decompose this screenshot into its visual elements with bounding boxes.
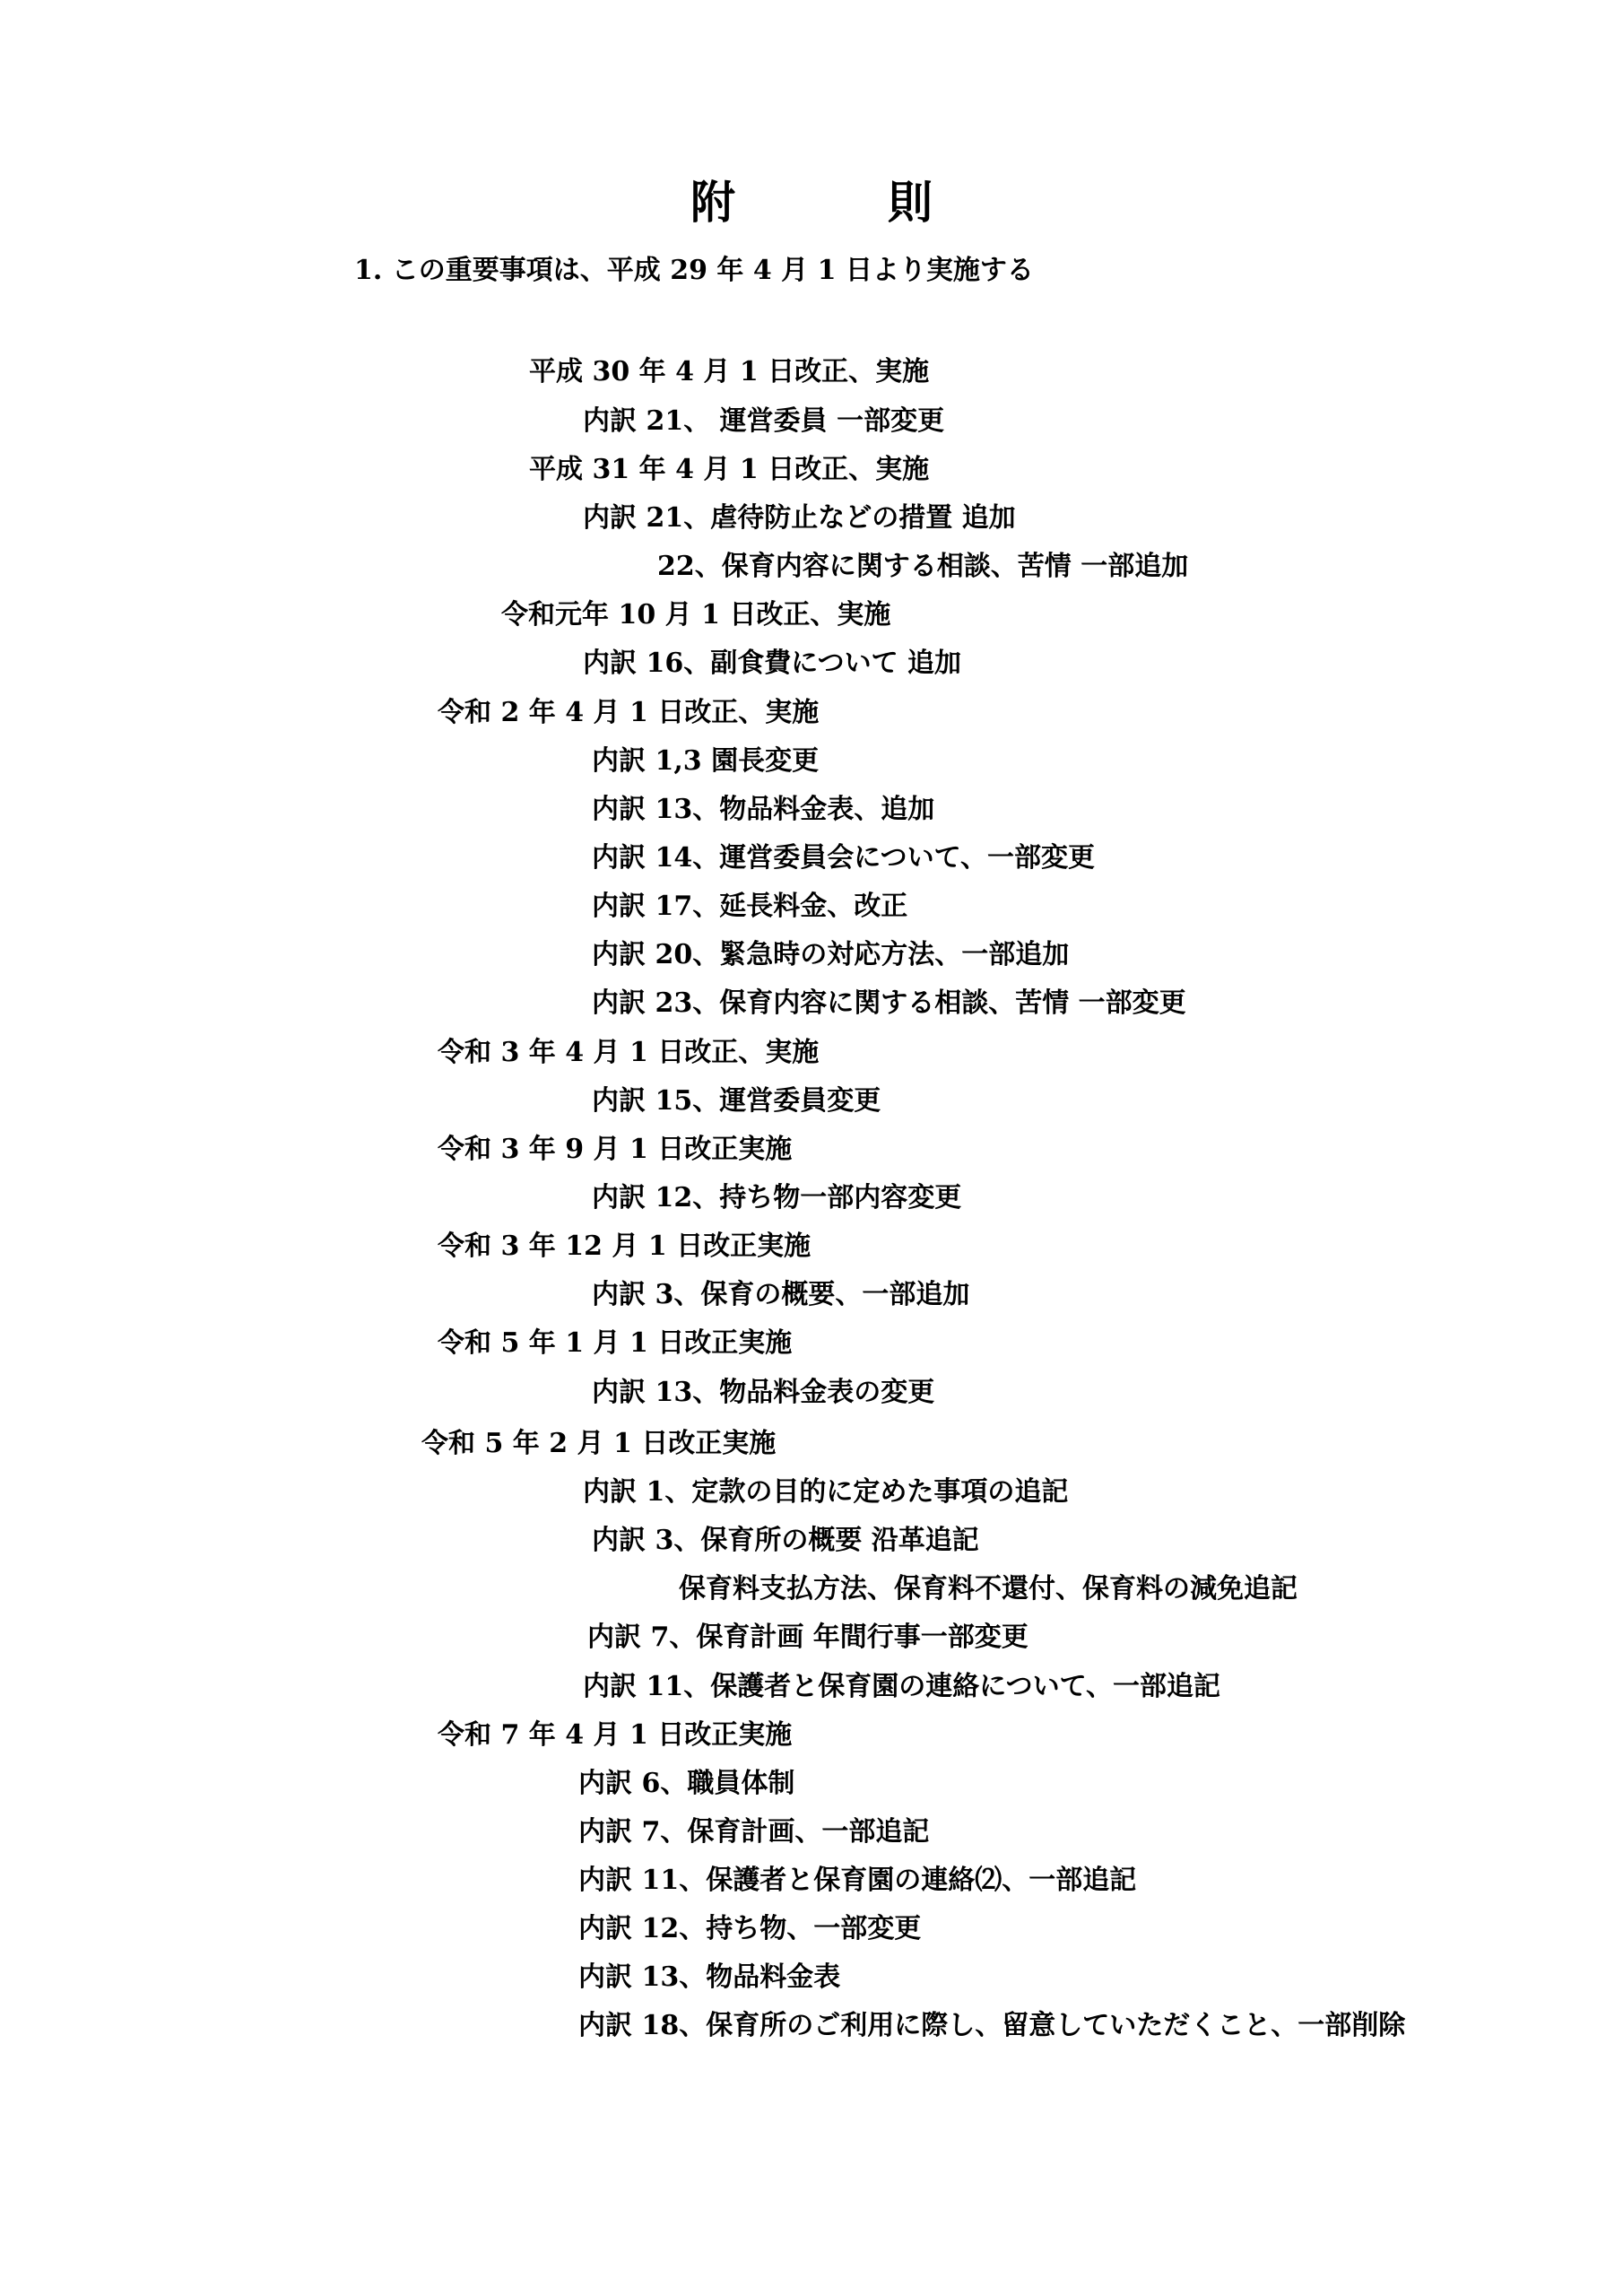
revision-detail: 内訳 6、職員体制 (578, 1768, 795, 1799)
revision-detail: 内訳 13、物品料金表の変更 (592, 1377, 935, 1408)
revision-heading: 令和 3 年 12 月 1 日改正実施 (438, 1231, 812, 1262)
revision-heading: 令和 2 年 4 月 1 日改正、実施 (438, 697, 820, 728)
revision-heading: 令和 5 年 2 月 1 日改正実施 (421, 1428, 777, 1459)
revision-heading: 令和 7 年 4 月 1 日改正実施 (438, 1719, 793, 1751)
revision-detail: 内訳 12、持ち物一部内容変更 (592, 1182, 962, 1213)
revision-detail: 内訳 21、虐待防止などの措置 追加 (583, 502, 1016, 534)
revision-heading: 令和 3 年 4 月 1 日改正、実施 (438, 1037, 820, 1068)
revision-detail: 内訳 23、保育内容に関する相談、苦情 一部変更 (592, 987, 1186, 1019)
revision-detail: 内訳 11、保護者と保育園の連絡について、一部追記 (583, 1671, 1220, 1702)
revision-detail: 内訳 1、定款の目的に定めた事項の追記 (583, 1476, 1069, 1508)
revision-heading: 令和 5 年 1 月 1 日改正実施 (438, 1327, 793, 1359)
revision-heading: 平成 30 年 4 月 1 日改正、実施 (529, 356, 930, 387)
revision-heading: 令和元年 10 月 1 日改正、実施 (501, 599, 891, 631)
revision-detail: 内訳 15、運営委員変更 (592, 1085, 881, 1117)
revision-detail-continued: 保育料支払方法、保育料不還付、保育料の減免追記 (679, 1573, 1298, 1605)
revision-detail: 内訳 13、物品料金表 (578, 1961, 841, 1993)
revision-heading: 令和 3 年 9 月 1 日改正実施 (438, 1134, 793, 1165)
title-char-1: 附 (690, 176, 735, 229)
revision-detail: 内訳 14、運営委員会について、一部変更 (592, 842, 1095, 874)
revision-detail: 内訳 3、保育所の概要 沿革追記 (592, 1525, 979, 1556)
revision-detail: 内訳 11、保護者と保育園の連絡⑵、一部追記 (578, 1865, 1137, 1896)
revision-detail: 内訳 7、保育計画 年間行事一部変更 (587, 1622, 1028, 1653)
revision-detail: 内訳 7、保育計画、一部追記 (578, 1816, 930, 1848)
revision-detail: 内訳 20、緊急時の対応方法、一部追加 (592, 939, 1070, 970)
title-char-2: 則 (888, 176, 933, 229)
page-title (0, 176, 1623, 230)
revision-detail: 内訳 17、延長料金、改正 (592, 891, 908, 922)
revision-heading: 平成 31 年 4 月 1 日改正、実施 (529, 454, 930, 485)
revision-detail: 内訳 16、副食費について 追加 (583, 648, 962, 679)
revision-detail: 内訳 21、 運営委員 一部変更 (583, 405, 945, 437)
intro-clause: 1. この重要事項は、平成 29 年 4 月 1 日より実施する (354, 255, 1034, 286)
revision-detail: 内訳 1,3 園長変更 (592, 745, 820, 777)
revision-detail-continued: 22、保育内容に関する相談、苦情 一部追加 (657, 551, 1189, 582)
revision-detail: 内訳 13、物品料金表、追加 (592, 794, 935, 825)
revision-detail: 内訳 18、保育所のご利用に際し、留意していただくこと、一部削除 (578, 2010, 1406, 2041)
revision-detail: 内訳 3、保育の概要、一部追加 (592, 1279, 970, 1310)
revision-detail: 内訳 12、持ち物、一部変更 (578, 1913, 922, 1944)
